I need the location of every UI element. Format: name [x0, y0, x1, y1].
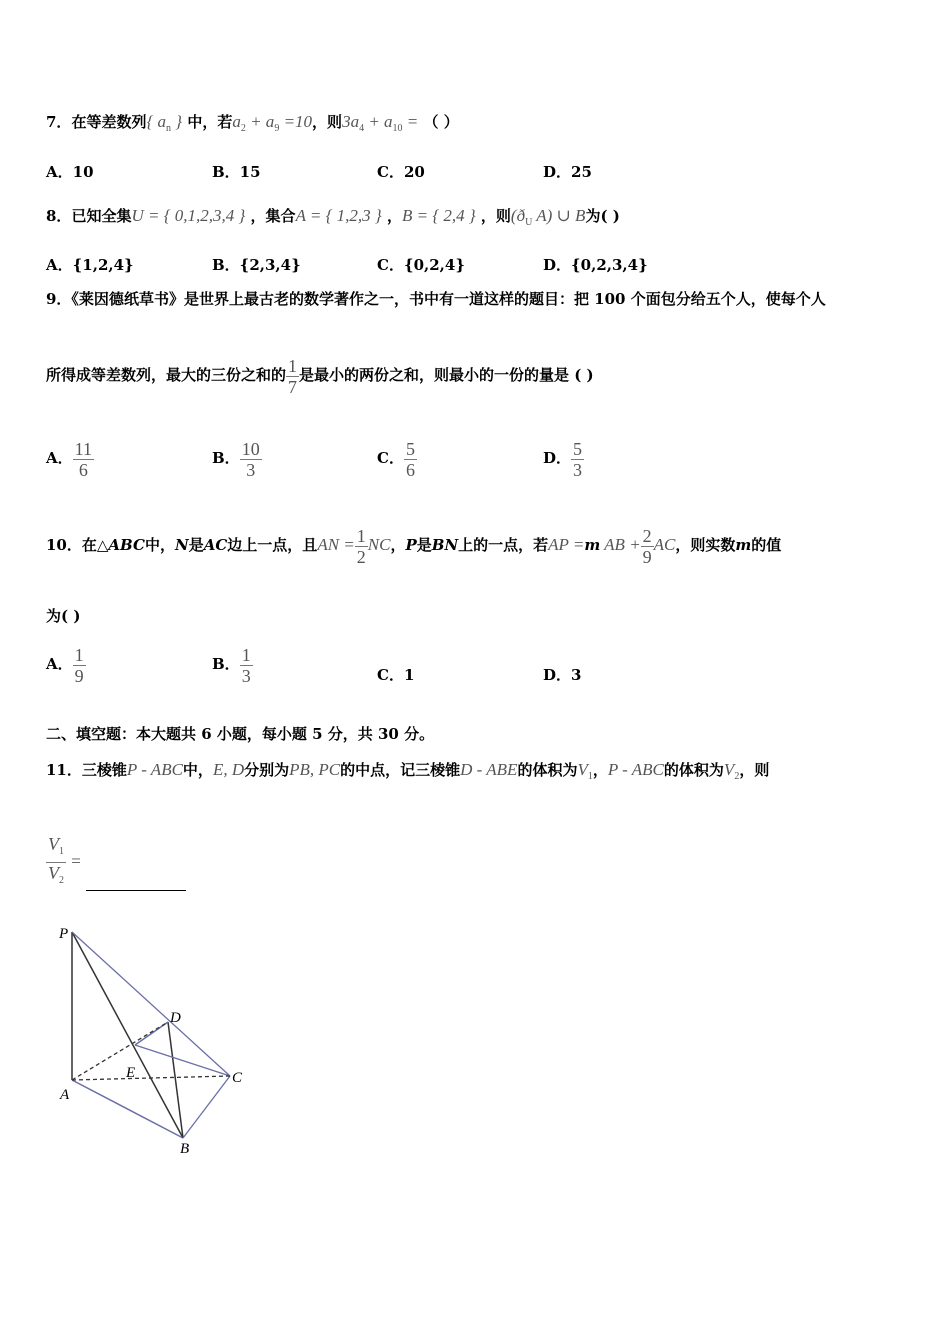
q8-text-5: 为( ) [585, 207, 620, 225]
q7-condition: $a_2 + a_9 =10$ [232, 112, 313, 134]
section-2-heading: 二、填空题：本大题共 6 小题，每小题 5 分，共 30 分。 [46, 725, 435, 743]
edge-bd [168, 1022, 183, 1138]
q8-option-c: C．{0,2,4} [377, 256, 465, 274]
q9-option-d: D． $\frac{5}{3}$ [543, 438, 583, 480]
q9-option-a: A． $\frac{11}{6}$ [46, 438, 92, 480]
edge-ab [72, 1080, 183, 1138]
edge-ec [135, 1045, 230, 1076]
q7-text-1: 在等差数列 [71, 113, 147, 131]
edge-pc [72, 932, 230, 1076]
q7-option-b: B．15 [212, 163, 261, 181]
q10-option-c: C．1 [377, 666, 415, 684]
label-b: B [180, 1141, 190, 1157]
q11-pyramid-figure [50, 910, 260, 1160]
q11-answer-line: $\frac{V_1}{V_2}$ = [46, 834, 186, 891]
label-e: E [126, 1065, 136, 1081]
q8-option-d: D．{0,2,3,4} [543, 256, 648, 274]
q9-text-a: 所得成等差数列，最大的三份之和的 [46, 366, 287, 384]
q8-set-a: A = { 1,2,3 } [295, 206, 382, 225]
q8-text-4: ，则 [480, 207, 511, 225]
q11-stem: 11．三棱锥P - ABC中，E, D分别为PB, PC的中点，记三棱锥D - ABE的体积为$V_1$，P - ABC的体积为$V_2$，则 [46, 760, 770, 782]
q9-option-b: B． $\frac{10}{3}$ [212, 438, 260, 480]
q7-option-a: A．10 [46, 163, 94, 181]
q7-option-c: C．20 [377, 163, 425, 181]
edge-pb [72, 932, 183, 1138]
q8-option-a: A．{1,2,4} [46, 256, 134, 274]
q10-an: AN = [317, 535, 355, 554]
q8-set-b: B = { 2,4 } [401, 206, 476, 225]
q10-line-1: 10．在△ABC中，N是AC边上一点，且AN = $\frac{1}{2}$ NC，P是BN上的一点，若AP =m AB + $\frac{2}{9}$ AC，则实数m的值 [46, 525, 782, 567]
q9-line-1: 9．《莱因德纸草书》是世界上最古老的数学著作之一，书中有一道这样的题目：把 100 个面包分给五个人，使每个人 [46, 290, 826, 308]
q7-number: 7． [46, 113, 72, 131]
label-p: P [59, 926, 69, 942]
q8-text-1: 已知全集 [71, 207, 132, 225]
q10-option-d: D．3 [543, 666, 582, 684]
label-a: A [60, 1087, 70, 1103]
q8-option-b: B．{2,3,4} [212, 256, 301, 274]
q10-ap: AP = [548, 535, 585, 554]
q9-fraction: $\frac{1}{7}$ [288, 355, 298, 397]
q7-text-3: ，则 [312, 113, 343, 131]
q7-option-d: D．25 [543, 163, 592, 181]
q9-text-b: 是最小的两份之和，则最小的一份的量是 ( ) [299, 366, 594, 384]
q8-universal-set: U = { 0,1,2,3,4 } [131, 206, 246, 225]
edge-bc [183, 1076, 230, 1138]
q7-sequence: { $a_n$ } [146, 112, 183, 134]
q7-expression: $3a_4 + a_{10}$ = [342, 112, 419, 134]
q8-stem [46, 206, 620, 233]
q8-text-3: ， [386, 207, 402, 225]
q9-option-c: C． $\frac{5}{6}$ [377, 438, 415, 480]
q10-line-2: 为( ) [46, 607, 81, 625]
q8-text-2: ，集合 [250, 207, 296, 225]
label-d: D [170, 1010, 181, 1026]
q11-answer-blank[interactable] [86, 872, 186, 891]
q10-option-a: A． $\frac{1}{9}$ [46, 644, 84, 686]
q9-line-2 [46, 350, 594, 400]
q7-text-2: 中，若 [187, 113, 233, 131]
q8-expression: ($ð_U$ A) ∪ B [510, 206, 586, 228]
label-c: C [232, 1070, 243, 1086]
q8-number: 8． [46, 207, 72, 225]
q7-stem [46, 112, 459, 139]
q7-answer-paren: （ ） [423, 113, 459, 131]
q10-option-b: B． $\frac{1}{3}$ [212, 644, 251, 686]
